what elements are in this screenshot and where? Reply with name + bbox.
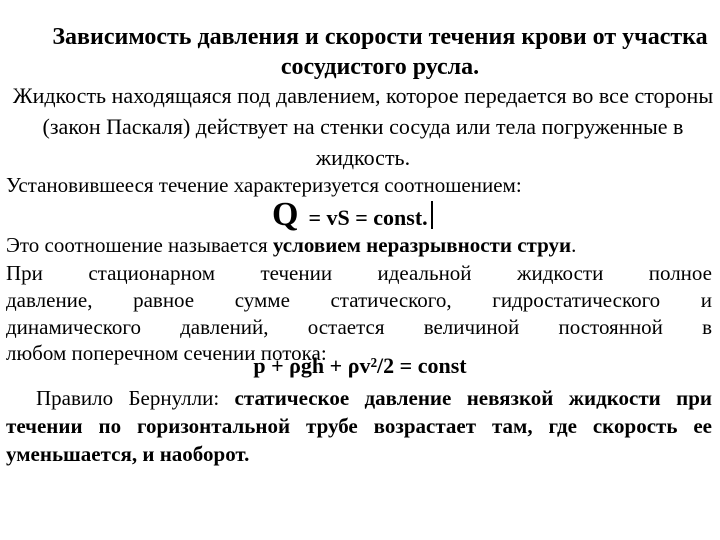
- bernoulli-rule-statement: статическое давление невязкой жидкости при течении по горизонтальной трубе возрастает там, где скорость ее уменьшается, и наоборот.: [6, 386, 712, 466]
- stationary-line-1: При стационарном течении идеальной жидкости полное: [6, 261, 712, 285]
- condition-suffix: .: [571, 233, 577, 257]
- bernoulli-formula: p + ρgh + ρv²/2 = const: [253, 353, 467, 378]
- condition-term: условием неразрывности струи: [272, 233, 572, 257]
- stationary-line-2: давление, равное сумме статического, гидростатического и: [6, 288, 712, 312]
- text-cursor: [431, 201, 433, 229]
- slide-title: Зависимость давления и скорости течения крови от участка сосудистого русла.: [52, 24, 708, 80]
- bernoulli-rule-paragraph: [6, 384, 712, 468]
- flow-rate-symbol: Q: [272, 196, 299, 233]
- continuity-condition-text: [6, 232, 716, 258]
- stationary-line-4: любом поперечном сечении потока:: [6, 341, 327, 365]
- condition-prefix: Это соотношение называется: [6, 233, 273, 257]
- stationary-line-3: динамического давлений, остается величиной постоянной в: [6, 315, 712, 339]
- continuity-formula-rest: = vS = const.: [308, 205, 428, 230]
- continuity-formula: [272, 198, 433, 232]
- pascal-law-paragraph: Жидкость находящаяся под давлением, которое передается во все стороны (закон Паскаля) действует на стенки сосуда или тела погруженные в жидкость.: [12, 83, 714, 170]
- steady-flow-text: Установившееся течение характеризуется соотношением:: [6, 173, 522, 197]
- bernoulli-rule-prefix: Правило Бернулли:: [36, 386, 235, 410]
